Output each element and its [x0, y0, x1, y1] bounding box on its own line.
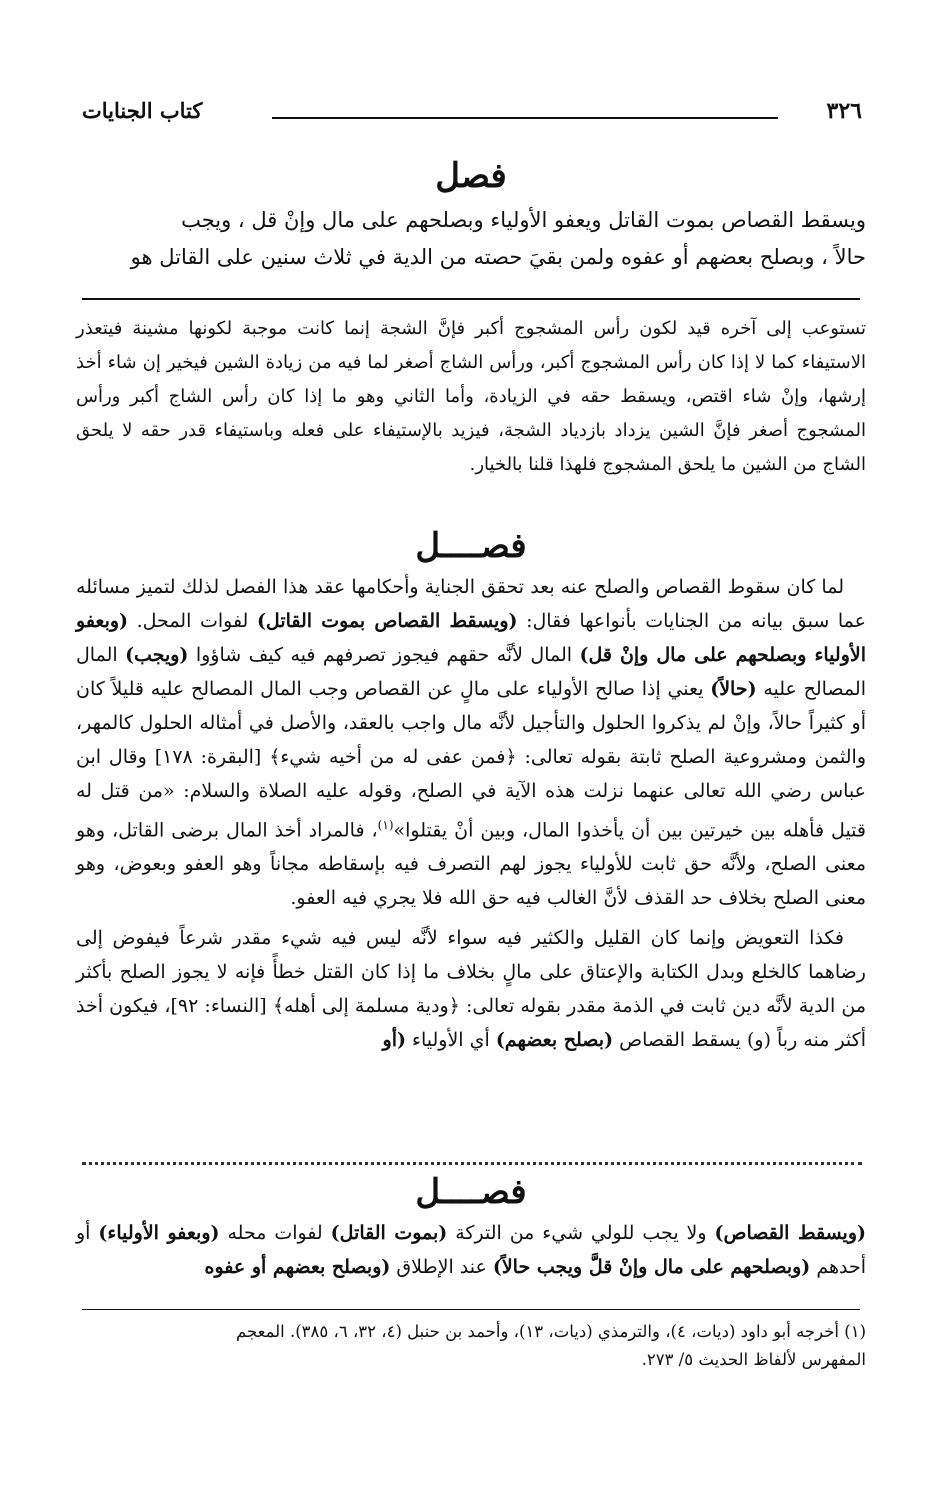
matn-heading: فصل: [435, 156, 507, 196]
commentary-section: [76, 522, 866, 1057]
previous-commentary: [76, 312, 866, 482]
book-title: كتاب الجنايات: [82, 98, 203, 123]
section-heading: فصــــل: [415, 1172, 527, 1212]
footnote: [76, 1318, 866, 1374]
commentary-paragraph: (ويسقط القصاص) ولا يجب للولي شيء من التركة (بموت القاتل) لفوات محله (وبعفو الأولياء) أو أحدهم (وبصلحهم على مال وإنْ قلَّ ويجب حالاً) عند الإطلاق (وبصلح بعضهم أو عفوه: [76, 1222, 867, 1278]
footnote-line: المفهرس لألفاظ الحديث ٥/ ٢٧٣.: [641, 1350, 866, 1369]
commentary-text: [76, 570, 866, 1057]
third-commentary-text: [76, 1216, 866, 1284]
section-heading: فصــــل: [415, 526, 527, 566]
page-number: ٣٢٦: [826, 98, 862, 124]
footnote-line: (١) أخرجه أبو داود (ديات، ٤)، والترمذي (ديات، ١٣)، وأحمد بن حنبل (٤، ٣٢، ٦، ٣٨٥). المعجم: [236, 1322, 866, 1341]
section-separator: [82, 298, 860, 300]
running-header: [82, 98, 862, 134]
matn-section: [76, 150, 866, 276]
commentary-paragraph: لما كان سقوط القصاص والصلح عنه بعد تحقق الجناية وأحكامها عقد هذا الفصل لذلك لتميز مسائله عما سبق بيانه من الجنايات بأنواعها فقال: (ويسقط القصاص بموت القاتل) لفوات المحل. (وبعفو الأولياء وبصلحهم على مال وإنْ قل) المال لأنَّه حقهم فيجوز تصرفهم فيه كيف شاؤوا (ويجب) المال المصالح عليه (حالاً) يعني إذا صالح الأولياء على مالٍ عن القصاص وجب المال المصالح عليه قليلاً كان أو كثيراً حالاً، وإنْ لم يذكروا الحلول والتأجيل لأنَّه مال واجب بالعقد، والأصل في أمثاله الحلول كالمهر، والثمن ومشروعية الصلح ثابتة بقوله تعالى: ﴿فمن عفى له من أخيه شيء﴾ [البقرة: ١٧٨] وقال ابن عباس رضي الله تعالى عنهما نزلت هذه الآية في الصلح، وقوله عليه الصلاة والسلام: «من قتل له قتيل فأهله بين خيرتين بين أن يأخذوا المال، وبين أنْ يقتلوا»$^{(١)}$، فالمراد أخذ المال برضى القاتل، وهو معنى الصلح، ولأنَّه حق ثابت للأولياء يجوز لهم التصرف فيه بإسقاطه مجاناً وهو العفو وبعوض، وهو معنى الصلح بخلاف حد القذف لأنَّ الغالب فيه حق الله فلا يجري فيه العفو.: [76, 576, 866, 910]
header-rule: [272, 117, 778, 119]
matn-line: ويسقط القصاص بموت القاتل ويعفو الأولياء وبصلحهم على مال وإنْ قل ، ويجب: [181, 208, 866, 232]
matn-text: [76, 202, 866, 276]
footnote-separator: [82, 1309, 860, 1310]
third-section: [76, 1168, 866, 1284]
commentary-paragraph: فكذا التعويض وإنما كان القليل والكثير فيه سواء لأنَّه ليس فيه شيء مقدر شرعاً فيفوض إلى رضاهما كالخلع وبدل الكتابة والإعتاق على مالٍ بخلاف ما إذا كان القتل خطأً فإنه لا يجوز الصلح بأكثر من الدية لأنَّه دين ثابت في الذمة مقدر بقوله تعالى: ﴿ودية مسلمة إلى أهله﴾ [النساء: ٩٢]، فيكون أخذ أكثر منه رباً (و) يسقط القصاص (بصلح بعضهم) أي الأولياء (أو: [76, 927, 866, 1052]
commentary-paragraph: تستوعب إلى آخره قيد لكون رأس المشجوج أكبر فإنَّ الشجة إنما كانت موجبة لكونها مشينة فيتعذر الاستيفاء كما لا إذا كان رأس المشجوج أكبر، ورأس الشاج أصغر لما فيه من زيادة الشين فيخير إن شاء أخذ إرشها، وإنْ شاء اقتص، ويسقط حقه في الزيادة، وأما الثاني وهو ما إذا كان رأس الشاج أكبر ورأس المشجوج أصغر فإنَّ الشين يزداد بازدياد الشجة، فيزيد بالإستيفاء على فعله وباستيفاء قدر حقه لا يلحق الشاج من الشين ما يلحق المشجوج فلهذا قلنا بالخيار.: [76, 318, 866, 475]
footnote-reference: (١): [377, 818, 394, 832]
matn-line: حالاً ، وبصلح بعضهم أو عفوه ولمن بقيَ حصته من الدية في ثلاث سنين على القاتل هو: [130, 245, 866, 269]
dotted-separator: [82, 1162, 862, 1165]
